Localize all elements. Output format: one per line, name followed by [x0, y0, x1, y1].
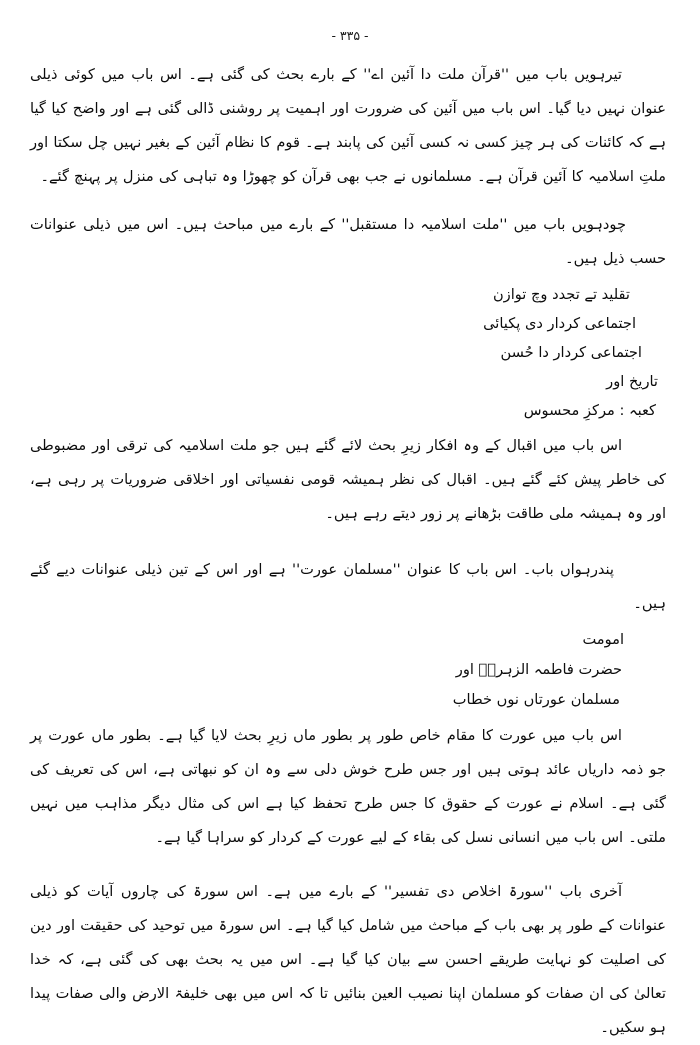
- page-number: - ۳۳۵ -: [331, 28, 369, 43]
- chapter-14-subheading-list: [30, 280, 666, 425]
- paragraph-chapter-14-body: اس باب میں اقبال کے وہ افکار زیرِ بحث لائے گئے ہیں جو ملت اسلامیہ کی ترقی اور مضبوطی کی خاطر پیش کئے گئے ہیں۔ اقبال کی نظر ہمیشہ قومی نفسیاتی اور اخلاقی ضروریات پر رہی ہے، اور وہ ہمیشہ ملی طاقت بڑھانے پر زور دیتے رہے ہیں۔: [30, 437, 666, 522]
- chapter-15-subheading-list: [30, 625, 666, 715]
- page-content: [30, 58, 666, 1045]
- paragraph-spacer: [30, 541, 666, 553]
- subheading-item: تاریخ اور: [606, 373, 658, 390]
- subheading-item: حضرت فاطمہ الزہرہؓ اور: [455, 661, 622, 678]
- subheading-item: مسلمان عورتاں نوں خطاب: [452, 691, 620, 708]
- subheading-item: اجتماعی کردار دا حُسن: [500, 344, 642, 361]
- paragraph-chapter-15-body: اس باب میں عورت کا مقام خاص طور پر بطور ماں زیرِ بحث لایا گیا ہے۔ بطور ماں عورت پر جو ذمہ داریاں عائد ہوتی ہیں اور جس طرح خوش دلی سے وہ ان کو نبھاتی ہے، اس کی تعریف کی گئی ہے۔ اسلام نے عورت کے حقوق کا جس طرح تحفظ کیا ہے اس کی مثال دیگر مذاہب میں نہیں ملتی۔ اس باب میں انسانی نسل کی بقاء کے لیے عورت کے کردار کو سراہا گیا ہے۔: [30, 727, 666, 846]
- paragraph-chapter-13: تیرہویں باب میں ''قرآن ملت دا آئین اے'' کے بارے بحث کی گئی ہے۔ اس باب میں کوئی ذیلی عنوان نہیں دیا گیا۔ اس باب میں آئین کی ضرورت اور اہمیت پر روشنی ڈالی گئی ہے اور واضح کیا گیا ہے کہ کائنات کی ہر چیز کسی نہ کسی آئین کی پابند ہے۔ قوم کا نظام آئین کے بغیر نہیں چل سکتا اور ملتِ اسلامیہ کا آئین قرآن ہے۔ مسلمانوں نے جب بھی قرآن کو چھوڑا وہ تباہی کی منزل پر پہنچ گئے۔: [30, 66, 666, 185]
- subheading-item: کعبہ : مرکزِ محسوس: [523, 402, 656, 419]
- paragraph-chapter-14-intro: چودہویں باب میں ''ملت اسلامیہ دا مستقبل'' کے بارے میں مباحث ہیں۔ اس میں ذیلی عنوانات حسب ذیل ہیں۔: [30, 216, 666, 267]
- subheading-item: امومت: [582, 631, 624, 648]
- paragraph-chapter-16: آخری باب ''سورۃ اخلاص دی تفسیر'' کے بارے میں ہے۔ اس سورۃ کی چاروں آیات کو ذیلی عنوانات کے طور پر بھی باب کے مباحث میں شامل کیا گیا ہے۔ اس سورۃ میں توحید کی حقیقت اور دین کی اصلیت کو نہایت طریقے احسن سے بیان کیا گیا ہے۔ اس میں یہ بحث بھی کی گئی ہے، کہ خدا تعالیٰ کی ان صفات کو مسلمان اپنا نصیب العین بنائیں تا کہ اس میں بھی خلیفۃ الارض والی صفات پیدا ہو سکیں۔: [30, 883, 666, 1036]
- paragraph-chapter-15-intro: پندرہواں باب۔ اس باب کا عنوان ''مسلمان عورت'' ہے اور اس کے تین ذیلی عنوانات دیے گئے ہیں۔: [30, 561, 666, 612]
- subheading-item: اجتماعی کردار دی پکیائی: [483, 315, 636, 332]
- subheading-item: تقلید تے تجدد وچ توازن: [492, 286, 630, 303]
